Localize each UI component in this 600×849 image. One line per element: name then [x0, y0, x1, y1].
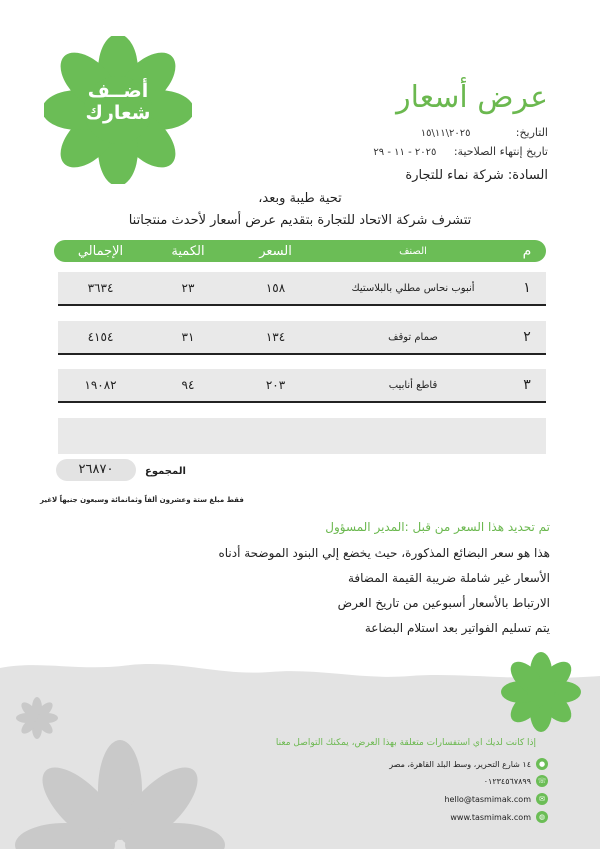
- date-row: [421, 126, 548, 139]
- row-total: ٣٦٣٤: [87, 281, 114, 295]
- page-title: عرض أسعار: [396, 80, 548, 115]
- logo-line-1: أضــف: [87, 80, 149, 102]
- total-value: ٢٦٨٧٠: [56, 459, 136, 481]
- row-price: ١٥٨: [265, 281, 286, 295]
- row-price: ٢٠٣: [265, 378, 286, 392]
- email-icon: ✉: [536, 793, 548, 805]
- greeting: تحية طيبة وبعد،: [258, 191, 342, 206]
- table-row: [58, 369, 546, 403]
- row-item: أنبوب نحاس مطلي بالبلاستيك: [351, 282, 475, 294]
- logo-line-2: شعارك: [85, 102, 151, 124]
- row-item: قاطع أنابيب: [388, 379, 438, 391]
- total-label: المجموع: [145, 466, 186, 477]
- contact-phone: [484, 775, 548, 787]
- row-index: ٢: [523, 329, 531, 345]
- contact-title: إذا كانت لديك اي استفسارات متعلقة بهذا العرض، يمكنك التواصل معنا: [275, 738, 536, 748]
- row-total: ٤١٥٤: [87, 330, 114, 344]
- header-total: الإجمالي: [77, 243, 124, 259]
- website-link[interactable]: www.tasmimak.com: [450, 812, 531, 822]
- recipient: السادة: شركة نماء للتجارة: [405, 168, 548, 183]
- row-quantity: ٩٤: [181, 378, 195, 392]
- header-item: الصنف: [399, 245, 427, 257]
- small-flower-icon: [16, 697, 58, 739]
- date-label: التاريخ:: [515, 126, 548, 139]
- row-index: ١: [523, 280, 531, 296]
- contact-address: [389, 758, 548, 770]
- address-text: ١٤ شارع التحرير، وسط البلد القاهرة، مصر: [389, 759, 531, 769]
- term-item: هذا هو سعر البضائع المذكورة، حيث يخضع إلي البنود الموضحة أدناه: [218, 546, 550, 560]
- expiry-value: ٢٠٢٥ - ١١ - ٢٩: [373, 147, 437, 158]
- email-link[interactable]: hello@tasmimak.com: [444, 794, 531, 804]
- contact-website: [450, 811, 548, 823]
- globe-icon: ◍: [536, 811, 548, 823]
- expiry-label: تاريخ إنتهاء الصلاحية:: [453, 145, 548, 158]
- total-in-words: فقط مبلغ ستة وعشرون ألفاً وثمانمائة وسبعون جنيهاً لاغير: [40, 496, 244, 504]
- intro-text: تتشرف شركة الاتحاد للتجارة بتقديم عرض أسعار لأحدث منتجاتنا: [128, 213, 472, 228]
- contact-email: [444, 793, 548, 805]
- row-item: صمام توقف: [388, 331, 438, 343]
- phone-text[interactable]: ٠١٢٣٤٥٦٧٨٩٩: [483, 776, 531, 786]
- green-flower-icon: [501, 652, 581, 732]
- header-index: م: [522, 243, 532, 259]
- term-item: يتم تسليم الفواتير بعد استلام البضاعة: [364, 621, 550, 635]
- row-quantity: ٢٣: [181, 281, 195, 295]
- row-quantity: ٣١: [181, 330, 195, 344]
- logo-text: [44, 80, 192, 124]
- phone-icon: ☏: [537, 777, 547, 785]
- table-row: [58, 321, 546, 355]
- table-header: [54, 240, 546, 262]
- empty-table-row: [58, 418, 546, 454]
- term-item: الارتباط بالأسعار أسبوعين من تاريخ العرض: [337, 596, 550, 610]
- expiry-row: [373, 145, 548, 158]
- terms-title: تم تحديد هذا السعر من قبل :المدير المسؤول: [325, 520, 550, 534]
- location-icon: ●: [536, 758, 548, 770]
- table-row: [58, 272, 546, 306]
- row-index: ٣: [523, 377, 531, 393]
- term-item: الأسعار غير شاملة ضريبة القيمة المضافة: [347, 571, 550, 585]
- row-total: ١٩٠٨٢: [84, 378, 117, 392]
- header-price: السعر: [259, 243, 292, 259]
- header-quantity: الكمية: [171, 243, 205, 259]
- row-price: ١٣٤: [265, 330, 286, 344]
- date-value: ٢٠٢٥\١١\١٥: [420, 128, 471, 139]
